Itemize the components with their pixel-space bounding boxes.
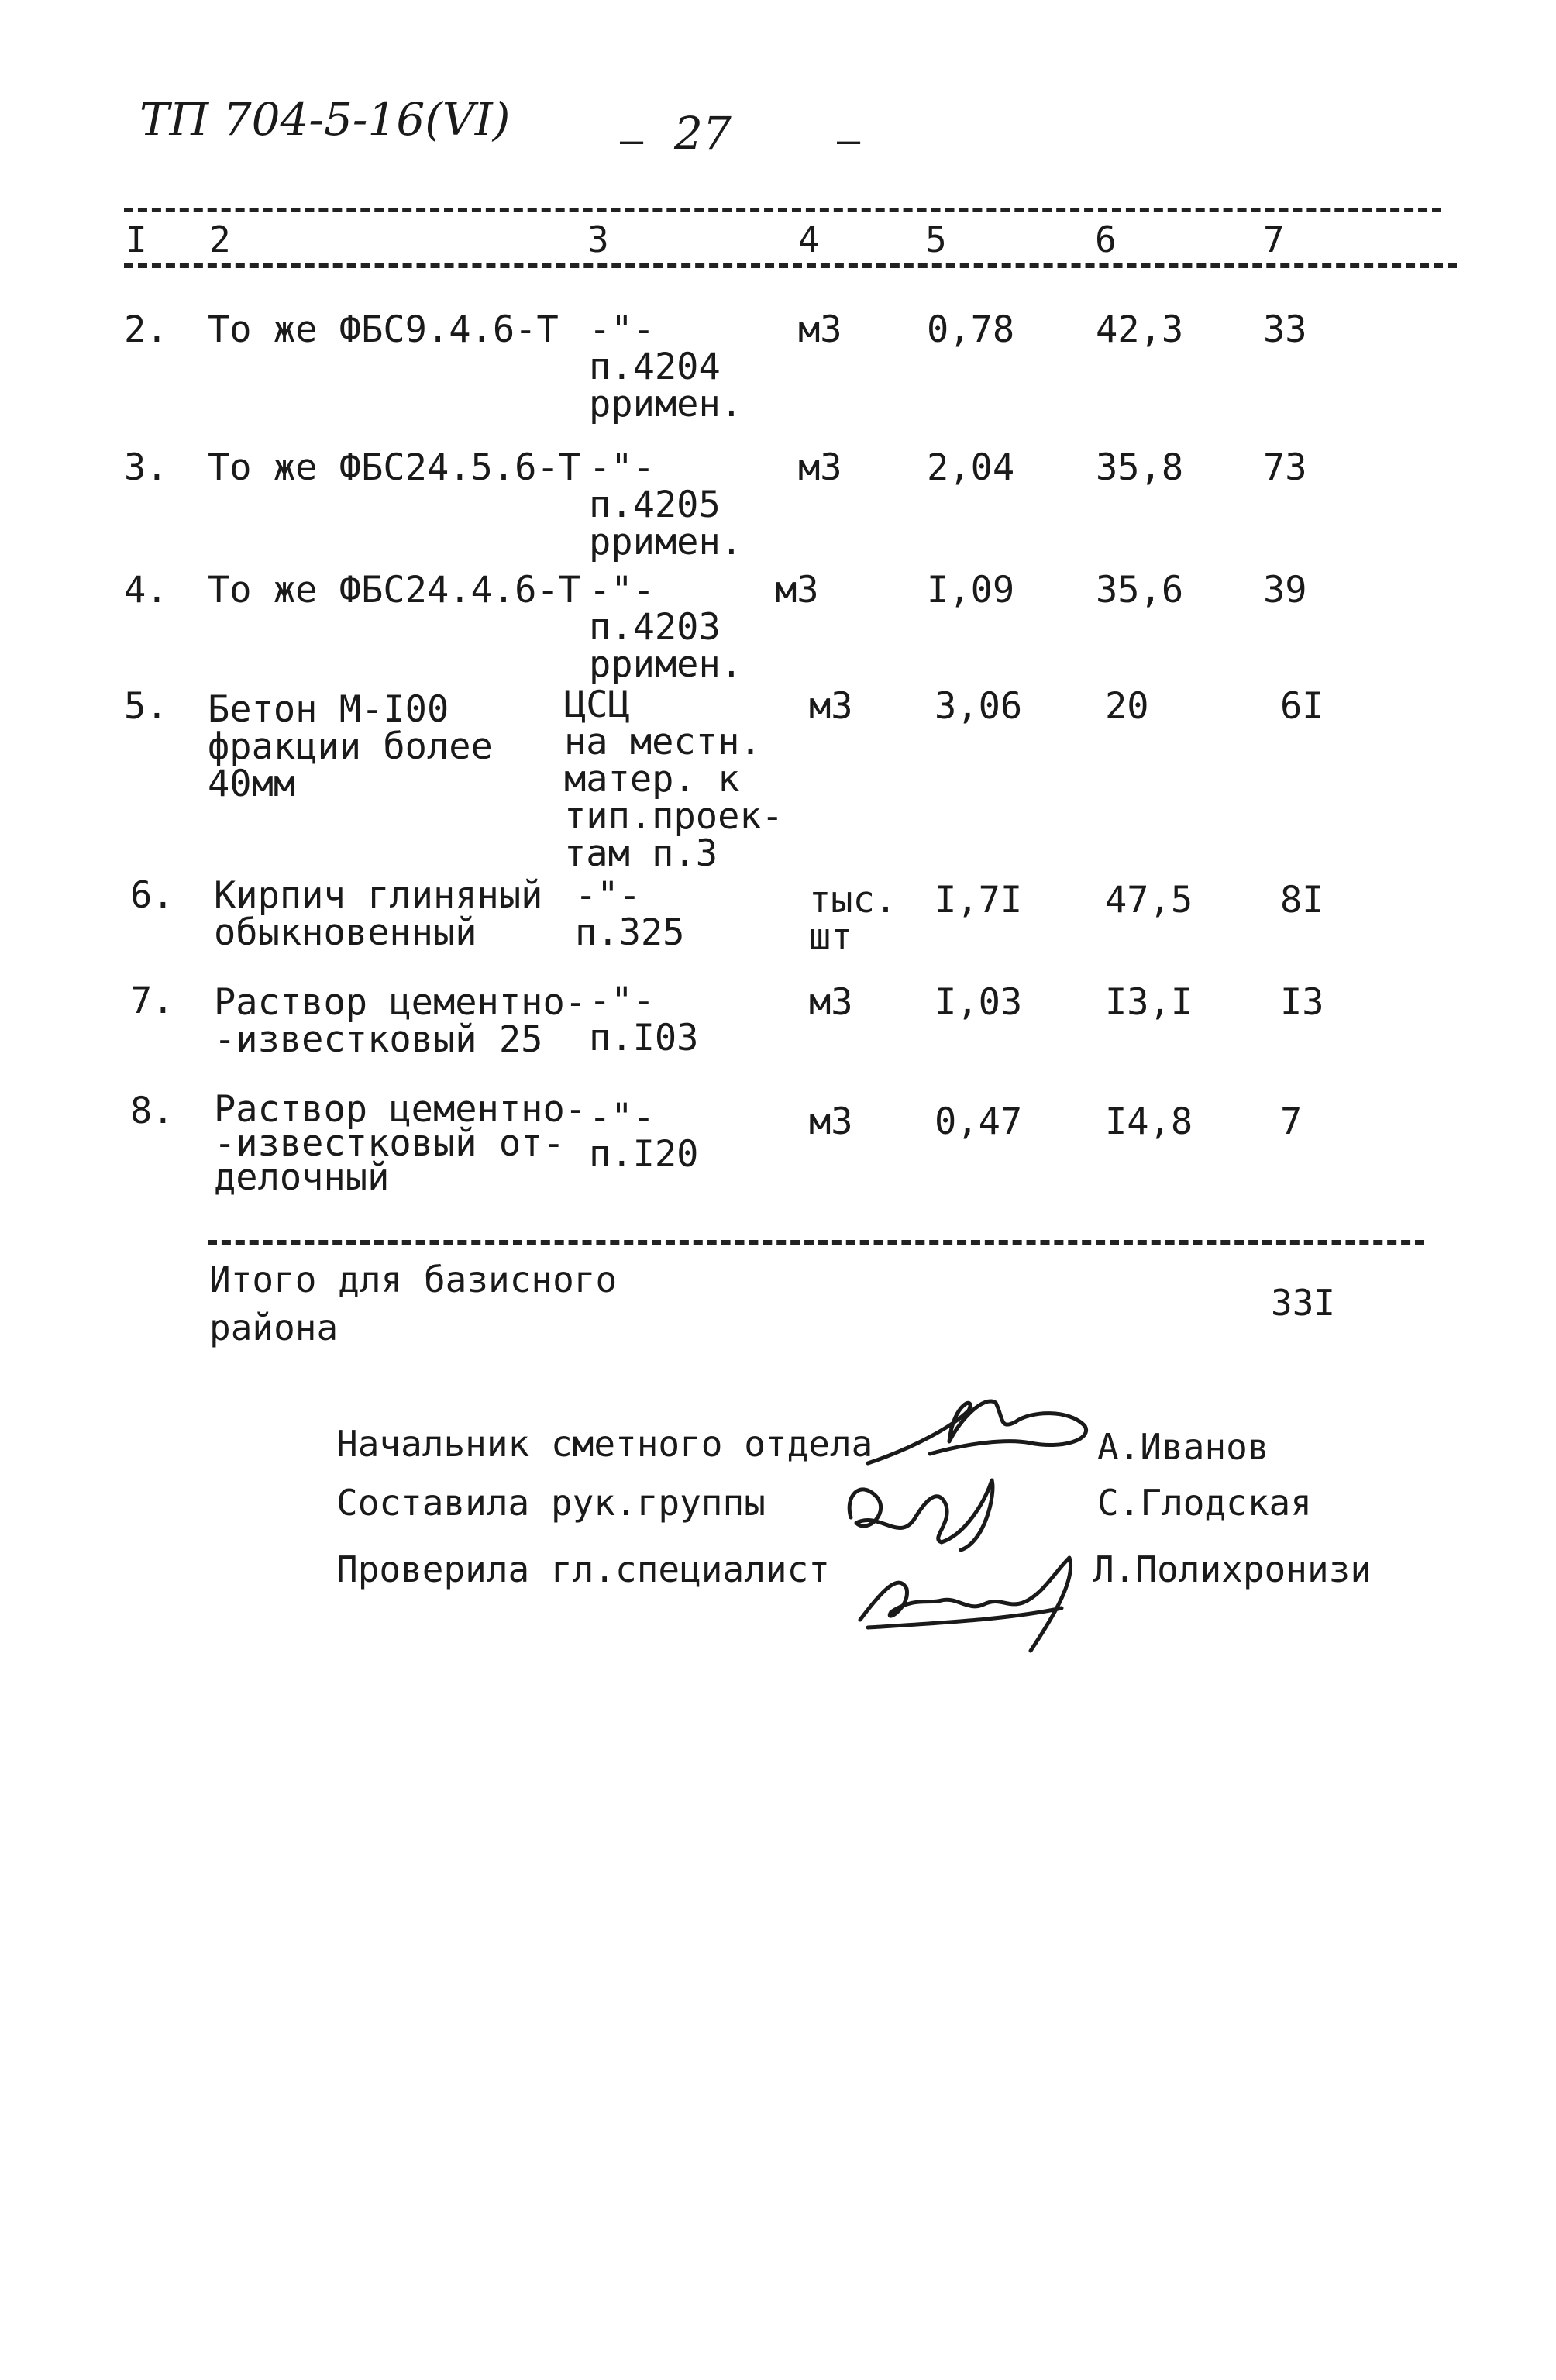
col-header-4: 4: [798, 219, 820, 260]
signature-scribble-3: [860, 1558, 1071, 1651]
quantity: I,03: [935, 981, 1023, 1024]
item-name: То же ФБС9.4.6-Т: [208, 308, 559, 351]
row-number: 8.: [130, 1090, 174, 1132]
col-header-5: 5: [925, 219, 947, 260]
signature-title: Составила рук.группы: [336, 1482, 766, 1524]
price-reference: ЦСЦ на местн. матер. к тип.проек- там п.3: [564, 684, 783, 875]
unit: м3: [798, 308, 842, 351]
row-number: 2.: [124, 308, 168, 351]
item-name: Раствор цементно- -известковый от- делочный: [214, 1088, 587, 1199]
unit: м3: [775, 569, 819, 611]
cost: 39: [1263, 569, 1307, 611]
cost: I3: [1280, 981, 1324, 1024]
cost: 6I: [1280, 685, 1324, 728]
price-reference: -"- п.4204 pримен.: [589, 308, 743, 425]
row-number: 4.: [124, 569, 168, 611]
unit: м3: [809, 1100, 853, 1143]
unit: тыс. шт: [809, 879, 897, 959]
col-header-7: 7: [1263, 219, 1285, 260]
item-name: Бетон М-I00 фракции более 40мм: [208, 688, 493, 805]
signature-name: А.Иванов: [1097, 1426, 1269, 1468]
unit: м3: [798, 446, 842, 489]
quantity: I,7I: [935, 879, 1023, 921]
col-header-3: 3: [587, 219, 609, 260]
total-value: 33I: [1271, 1282, 1336, 1324]
signature-name: С.Глодская: [1097, 1482, 1312, 1524]
document-code: ТП 704-5-16(VI): [139, 93, 511, 146]
quantity: I,09: [927, 569, 1015, 611]
price-reference: -"- п.I03: [589, 980, 699, 1059]
cost: 33: [1263, 308, 1307, 351]
price-reference: -"- п.4205 pримен.: [589, 446, 743, 563]
total-label: Итого для базисного района: [209, 1259, 618, 1348]
item-name: Кирпич глиняный обыкновенный: [214, 874, 543, 954]
cost: 73: [1263, 446, 1307, 489]
item-name: Раствор цементно- -известковый 25: [214, 981, 587, 1061]
row-number: 7.: [130, 980, 174, 1022]
col-header-6: 6: [1095, 219, 1117, 260]
unit-price: 42,3: [1096, 308, 1184, 351]
quantity: 3,06: [935, 685, 1023, 728]
unit: м3: [809, 981, 853, 1024]
price-reference: -"- п.4203 pримен.: [589, 569, 743, 686]
signature-scribble-2: [849, 1480, 993, 1550]
quantity: 0,47: [935, 1100, 1023, 1143]
unit-price: 20: [1105, 685, 1149, 728]
col-header-2: 2: [209, 219, 231, 260]
col-header-1: I: [126, 219, 147, 260]
signature-name: Л.Полихронизи: [1093, 1548, 1372, 1590]
quantity: 2,04: [927, 446, 1015, 489]
page-number-dash-left: –: [620, 118, 644, 163]
cost: 7: [1280, 1100, 1303, 1143]
signature-title: Начальник сметного отдела: [336, 1423, 873, 1465]
price-reference: -"- п.325: [575, 874, 685, 954]
cost: 8I: [1280, 879, 1324, 921]
row-number: 6.: [130, 874, 174, 917]
item-name: То же ФБС24.5.6-Т: [208, 446, 581, 489]
price-reference: -"- п.I20: [589, 1096, 699, 1176]
page-number: 27: [674, 107, 732, 160]
unit-price: I4,8: [1105, 1100, 1193, 1143]
unit-price: 47,5: [1105, 879, 1193, 921]
unit: м3: [809, 685, 853, 728]
page-number-dash-right: –: [837, 118, 861, 163]
row-number: 5.: [124, 685, 168, 728]
row-number: 3.: [124, 446, 168, 489]
quantity: 0,78: [927, 308, 1015, 351]
item-name: То же ФБС24.4.6-Т: [208, 569, 581, 611]
unit-price: 35,8: [1096, 446, 1184, 489]
unit-price: I3,I: [1105, 981, 1193, 1024]
signature-scribble-1: [868, 1401, 1086, 1463]
unit-price: 35,6: [1096, 569, 1184, 611]
signature-title: Проверила гл.специалист: [336, 1548, 830, 1590]
